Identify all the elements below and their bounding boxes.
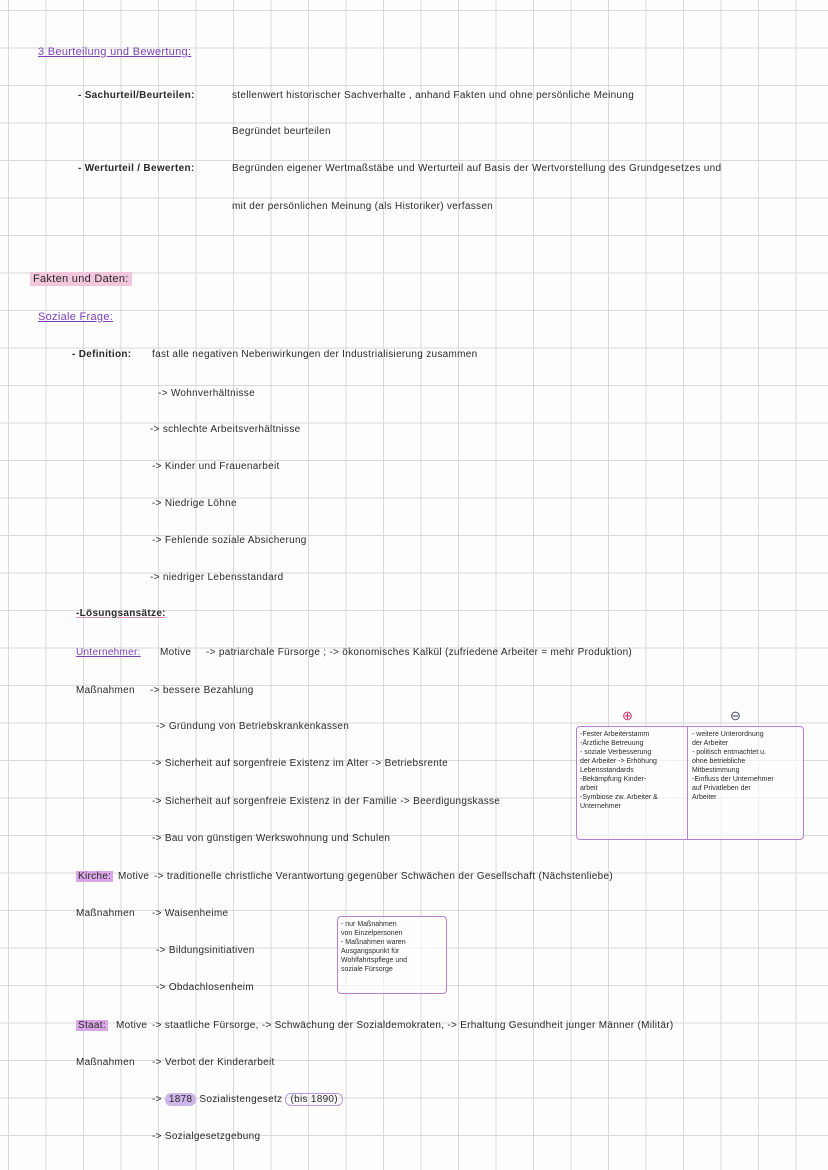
werturteil-label: - Werturteil / Bewerten: — [78, 163, 195, 174]
kirche-note-line: von Einzelpersonen — [341, 930, 403, 937]
definition-item: -> niedriger Lebensstandard — [150, 572, 284, 583]
sachurteil-label: - Sachurteil/Beurteilen: — [78, 90, 195, 101]
contra-item: Arbeiter — [692, 794, 717, 801]
kirche-note-line: - Maßnahmen waren — [341, 939, 406, 946]
pro-item: -Ärztliche Betreuung — [580, 740, 644, 747]
definition-item: -> Wohnverhältnisse — [158, 388, 255, 399]
loesungsansaetze-label: -Lösungsansätze: — [76, 608, 166, 619]
definition-item: -> schlechte Arbeitsverhältnisse — [150, 424, 301, 435]
minus-icon: ⊖ — [730, 708, 741, 723]
staat-massnahmen-label: Maßnahmen — [76, 1057, 135, 1068]
section-title: 3 Beurteilung und Bewertung: — [38, 46, 192, 58]
facts-heading: Fakten und Daten: — [30, 272, 132, 286]
definition-item: -> Fehlende soziale Absicherung — [152, 535, 307, 546]
staat-massnahme: -> Verbot der Kinderarbeit — [152, 1057, 275, 1068]
contra-item: auf Privatleben der — [692, 785, 751, 792]
pro-item: -Bekämpfung Kinder- — [580, 776, 647, 783]
kirche-note-line: Ausgangspunkt für — [341, 948, 400, 955]
kirche-note-line: Wohlfahrtspflege und — [341, 957, 408, 964]
contra-item: der Arbeiter — [692, 740, 729, 747]
kirche-label: Kirche: — [78, 871, 112, 882]
contra-item: -Einfluss der Unternehmer — [692, 776, 774, 783]
pro-item: der Arbeiter -> Erhöhung — [580, 758, 657, 765]
definition-label: - Definition: — [72, 349, 132, 360]
sachurteil-line2: Begründet beurteilen — [232, 126, 331, 137]
unternehmer-motive-label: Motive — [160, 647, 192, 658]
kirche-note-line: soziale Fürsorge — [341, 966, 393, 973]
pro-item: Unternehmer — [580, 803, 621, 810]
topic-title: Soziale Frage: — [38, 311, 114, 323]
staat-label: Staat: — [78, 1020, 106, 1031]
kirche-massnahme: -> Waisenheime — [152, 908, 229, 919]
contra-item: - weitere Unterordnung — [692, 731, 764, 738]
staat-motive: -> staatliche Fürsorge, -> Schwächung der Sozialdemokraten, -> Erhaltung Gesundheit junger Männer (Militär) — [152, 1020, 674, 1031]
pro-item: -Symbiose zw. Arbeiter & — [580, 794, 658, 801]
definition-item: -> Niedrige Löhne — [152, 498, 237, 509]
kirche-massnahme: -> Obdachlosenheim — [156, 982, 254, 993]
pro-item: - soziale Verbesserung — [580, 749, 652, 756]
staat-massnahme: -> Sozialgesetzgebung — [152, 1131, 261, 1142]
kirche-note-box — [337, 916, 447, 994]
until-badge: (bis 1890) — [285, 1093, 342, 1106]
unternehmer-massnahme: -> Gründung von Betriebskrankenkassen — [156, 721, 350, 732]
unternehmer-massnahmen-label: Maßnahmen — [76, 685, 135, 696]
staat-massnahme — [152, 1094, 343, 1105]
pro-contra-box — [576, 726, 804, 840]
werturteil-line1: Begründen eigener Wertmaßstäbe und Werturteil auf Basis der Wertvorstellung des Grundgesetzes und — [232, 163, 722, 174]
kirche-massnahmen-label: Maßnahmen — [76, 908, 135, 919]
sachurteil-line1: stellenwert historischer Sachverhalte , anhand Fakten und ohne persönliche Meinung — [232, 90, 635, 101]
definition-text: fast alle negativen Nebenwirkungen der Industrialisierung zusammen — [152, 349, 478, 360]
unternehmer-massnahme: -> Bau von günstigen Werkswohnung und Schulen — [152, 833, 391, 844]
definition-item: -> Kinder und Frauenarbeit — [152, 461, 280, 472]
unternehmer-massnahme: -> Sicherheit auf sorgenfreie Existenz im Alter -> Betriebsrente — [152, 758, 448, 769]
kirche-massnahme: -> Bildungsinitiativen — [156, 945, 255, 956]
werturteil-line2: mit der persönlichen Meinung (als Historiker) verfassen — [232, 201, 494, 212]
arrow: -> — [152, 1094, 162, 1105]
unternehmer-motive: -> patriarchale Fürsorge ; -> ökonomisches Kalkül (zufriedene Arbeiter = mehr Produktion) — [206, 647, 633, 658]
year-badge: 1878 — [165, 1093, 196, 1106]
contra-item: - politisch entmachtet u. — [692, 749, 766, 756]
pro-item: arbeit — [580, 785, 598, 792]
unternehmer-massnahme: -> Sicherheit auf sorgenfreie Existenz in der Familie -> Beerdigungskasse — [152, 796, 501, 807]
contra-item: Mitbestimmung — [692, 767, 740, 774]
kirche-motive: -> traditionelle christliche Verantwortung gegenüber Schwächen der Gesellschaft (Nächstenliebe) — [154, 871, 614, 882]
unternehmer-label: Unternehmer: — [76, 647, 141, 658]
pro-item: -Fester Arbeiterstamm — [580, 731, 650, 738]
unternehmer-massnahme: -> bessere Bezahlung — [150, 685, 254, 696]
staat-motive-label: Motive — [116, 1020, 148, 1031]
pro-item: Lebensstandards — [580, 767, 634, 774]
contra-item: ohne betriebliche — [692, 758, 746, 765]
plus-icon: ⊕ — [622, 708, 633, 723]
kirche-motive-label: Motive — [118, 871, 150, 882]
kirche-note-line: - nur Maßnahmen — [341, 921, 397, 928]
sozialistengesetz-text: Sozialistengesetz — [199, 1094, 283, 1105]
